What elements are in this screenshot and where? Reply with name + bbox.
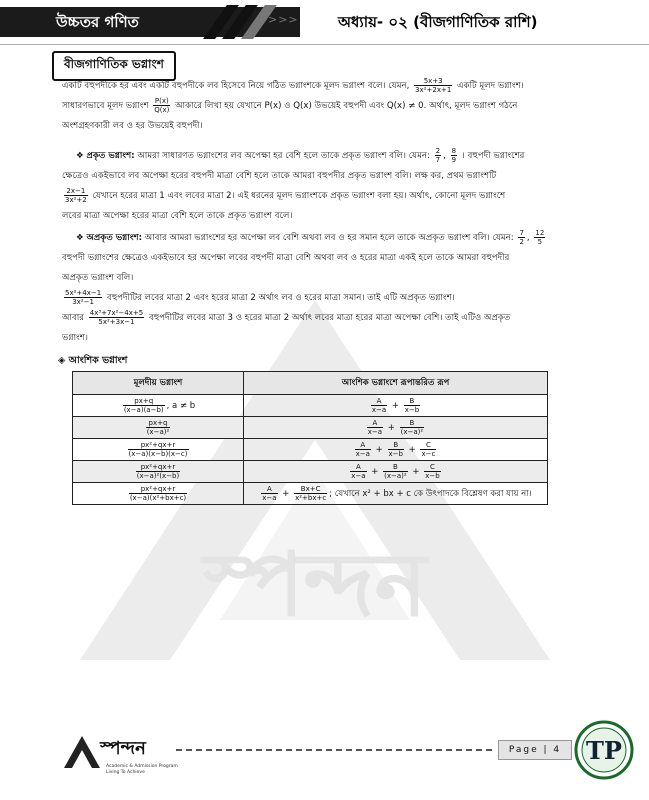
table-header-row [73, 372, 548, 395]
section-title: বীজগাণিতিক ভগ্নাংশ [52, 51, 176, 81]
partial-form-cell [244, 417, 548, 439]
table-row [73, 483, 548, 505]
fraction: $\frac{8}{9}$ [451, 147, 457, 164]
improper-text: আবার আমরা ভগ্নাংশের হর অপেক্ষা লব বেশি অথবা লব ও হর সমান হলে তাকে অপ্রকৃত ভগ্নাংশ বলি। যেমন: [144, 233, 514, 243]
fraction: $\frac{Bx+C}{\text{x²+bx+c}}$ [295, 485, 327, 502]
improper-title: অপ্রকৃত ভগ্নাংশ: [86, 233, 143, 243]
fraction: $\frac{\text{px²+qx+r}}{\text{(x−a)(x²+bx+c)}}$ [129, 485, 187, 502]
fraction: $\frac{B}{x-b}$ [404, 397, 420, 414]
book-title: উচ্চতর গণিত [56, 13, 139, 31]
fraction: $\frac{B}{x-b}$ [388, 441, 403, 458]
partial-fraction-table [72, 371, 548, 505]
fraction: $\frac{\text{5x²+4x−1}}{\text{3x²−1}}$ [65, 289, 102, 306]
fraction: $\frac{A}{x-a}$ [262, 485, 277, 502]
fraction: $\frac{A}{x-a}$ [355, 441, 370, 458]
fraction: $\frac{2x-1}{\text{3x²+2}}$ [65, 187, 87, 204]
bullet-icon: ❖ [76, 151, 84, 161]
table-header: আংশিক ভগ্নাংশে রূপান্তরিত রূপ [244, 372, 548, 395]
intro-text: সাধারণভাবে মূলদ ভগ্নাংশ [62, 101, 149, 111]
intro-text: অংশগ্রহণকারী লব ও হর উভয়েই বহুপদী। [62, 121, 203, 131]
plus-sign: + [368, 467, 382, 477]
rational-fraction-cell [73, 439, 244, 461]
fraction: $\frac{B}{\text{(x−a)²}}$ [384, 463, 407, 480]
fraction: $\frac{\text{4x³+7x²−4x+5}}{\text{5x²+3x−1}}$ [89, 309, 144, 326]
table-row [73, 461, 548, 483]
fraction: $\frac{px+q}{\text{(x−a)²}}$ [146, 419, 170, 436]
fraction: $\frac{P(x)}{Q(x)}$ [154, 97, 170, 114]
watermark-text: স্পন্দন [202, 533, 428, 636]
fraction: $\frac{\text{px²+qx+r}}{\text{(x−a)²(x−b)}}$ [136, 463, 180, 480]
proper-text: । বহুপদী ভগ্নাংশের [461, 151, 525, 161]
table-row [73, 417, 548, 439]
diamond-icon: ◈ [58, 355, 66, 366]
header-arrows: >>> [268, 13, 299, 26]
improper-fraction-paragraph: ❖ অপ্রকৃত ভগ্নাংশ: আবার আমরা ভগ্নাংশের হর অপেক্ষা লব বেশি অথবা লব ও হর সমান হলে তাকে অপ্রকৃত ভগ্নাংশ বলি। যেমন: $\frac{7}{2}$ , $\frac{12}{5}$ বহুপদী ভগ্নাংশের ক্ষেত্রেও একইভাবে হর অপেক্ষা লবের বহুপদী মাত্রা বেশি অথবা লব ও হরের মাত্রা একই হলে তাকে আমরা বহুপদীর অপ্রকৃত ভগ্নাংশ বলি। $\frac{\text{5x²+4x−1}}{\text{3x²−1}}$ বহুপদীটির লবের মাত্রা 2 এবং হরের মাত্রা 2 অর্থাৎ লব ও হরের মাত্রা সমান। তাই এটি অপ্রকৃত ভগ্নাংশ। আবার $\frac{\text{4x³+7x²−4x+5}}{\text{5x²+3x−1}}$ বহুপদীটির লবের মাত্রা 3 ও হরের মাত্রা 2 অর্থাৎ লবের মাত্রা হরের মাত্রা অপেক্ষা বেশি। তাই এটিও অপ্রকৃত ভগ্নাংশ। [62, 229, 545, 343]
proper-text: লবের মাত্রা অপেক্ষা হরের মাত্রা বেশি হলে তাকে প্রকৃত ভগ্নাংশ বলে। [62, 211, 293, 221]
logo-tagline: Living To Achieve [106, 770, 145, 775]
bullet-icon: ❖ [76, 233, 84, 243]
tp-badge-logo [574, 720, 634, 780]
partial-form-cell [244, 483, 548, 505]
badge-text: TP [586, 736, 622, 765]
partial-form-cell [244, 461, 548, 483]
fraction: $\frac{7}{2}$ [519, 229, 524, 246]
fraction: $\frac{px+q}{(x-a)(a-b)}$ [123, 397, 164, 414]
note-text: ; যেখানে x² + bx + c কে উৎপাদকে বিশ্লেষণ করা যায় না। [329, 489, 532, 499]
rational-fraction-cell [73, 483, 244, 505]
intro-paragraph [62, 76, 590, 136]
improper-text: অপ্রকৃত ভগ্নাংশ বলি। [62, 273, 134, 283]
chapter-title: অধ্যায়- ০২ (বীজগাণিতিক রাশি) [338, 13, 538, 31]
rational-fraction-cell [73, 461, 244, 483]
plus-sign: + [385, 423, 398, 433]
logo-name: স্পন্দন [100, 738, 146, 759]
page-header [0, 0, 649, 46]
plus-sign: + [372, 445, 386, 455]
fraction: $\frac{5x+3}{\text{3x²+2x+1}}$ [415, 77, 452, 94]
fraction: $\frac{2}{7}$ [435, 147, 441, 164]
table-header: মূলদীয় ভগ্নাংশ [73, 372, 244, 395]
proper-fraction-paragraph: ❖ প্রকৃত ভগ্নাংশ: আমরা সাধারণত ভগ্নাংশের লব অপেক্ষা হর বেশি হলে তাকে প্রকৃত ভগ্নাংশ বলি। যেমন: $\frac{2}{7}$ , $\frac{8}{9}$ । বহুপদী ভগ্নাংশের ক্ষেত্রেও একইভাবে লব অপেক্ষা হরের বহুপদী মাত্রা বেশি হলে তাকে আমরা বহুপদীর প্রকৃত ভগ্নাংশ বলি। লক্ষ কর, প্রথম ভগ্নাংশটি $\frac{2x-1}{\text{3x²+2}}$ যেখানে হরের মাত্রা 1 এবং লবের মাত্রা 2। এই ধরনের মূলদ ভগ্নাংশকে প্রকৃত ভগ্নাংশ বলা হয়। অর্থাৎ, কোনো মূলদ ভগ্নাংশে লবের মাত্রা অপেক্ষা হরের মাত্রা বেশি হলে তাকে প্রকৃত ভগ্নাংশ বলে। [62, 147, 525, 221]
logo-subtitle: Academic & Admission Program [106, 764, 178, 769]
improper-text: বহুপদীটির লবের মাত্রা 3 ও হরের মাত্রা 2 অর্থাৎ লবের মাত্রা হরের মাত্রা অপেক্ষা বেশি। তাই এটিও অপ্রকৃত [148, 313, 511, 323]
rational-fraction-cell [73, 395, 244, 417]
proper-title: প্রকৃত ভগ্নাংশ: [86, 151, 135, 161]
fraction: $\frac{B}{\text{(x−a)²}}$ [400, 419, 424, 436]
improper-text: আবার [62, 313, 85, 323]
proper-text: আমরা সাধারণত ভগ্নাংশের লব অপেক্ষা হর বেশি হলে তাকে প্রকৃত ভগ্নাংশ বলি। যেমন: [137, 151, 430, 161]
partial-form-cell [244, 395, 548, 417]
table-row [73, 395, 548, 417]
condition-text: , a ≠ b [166, 401, 196, 411]
page-number: Page | 4 [498, 740, 572, 760]
intro-text: আকারে লিখা হয় যেখানে P(x) ও Q(x) উভয়েই বহুপদী এবং Q(x) ≠ 0. অর্থাৎ, মূলদ ভগ্নাংশ গঠনে [175, 101, 518, 111]
fraction: $\frac{A}{x-a}$ [367, 419, 383, 436]
intro-text: একটি মূলদ ভগ্নাংশ। [457, 81, 524, 91]
plus-sign: + [409, 467, 423, 477]
intro-text: একটি বহুপদীকে হর এবং একটি বহুপদীকে লব হিসেবে নিয়ে গঠিত ভগ্নাংশকে মূলদ ভগ্নাংশ বলে। যেমন, [62, 81, 410, 91]
fraction: $\frac{12}{5}$ [535, 229, 545, 246]
partial-fraction-heading [58, 354, 127, 369]
improper-text: বহুপদী ভগ্নাংশের ক্ষেত্রেও একইভাবে হর অপেক্ষা লবের বহুপদী মাত্রা বেশি অথবা লব ও হরের মাত্রা একই হলে তাকে আমরা বহুপদীর [62, 253, 510, 263]
improper-text: বহুপদীটির লবের মাত্রা 2 এবং হরের মাত্রা 2 অর্থাৎ লব ও হরের মাত্রা সমান। তাই এটি অপ্রকৃত ভগ্নাংশ। [106, 293, 455, 303]
footer-dashed-line [176, 749, 492, 751]
header-rule [0, 44, 649, 45]
partial-form-cell [244, 439, 548, 461]
rational-fraction-cell [73, 417, 244, 439]
plus-sign: + [389, 401, 402, 411]
fraction: $\frac{C}{x-c}$ [421, 441, 436, 458]
fraction: $\frac{A}{x-a}$ [371, 397, 387, 414]
fraction: $\frac{C}{x-b}$ [425, 463, 440, 480]
fraction: $\frac{\text{px²+qx+r}}{(x-a)(x-b)(x-c)}$ [128, 441, 188, 458]
fraction: $\frac{A}{x-a}$ [351, 463, 366, 480]
improper-text: ভগ্নাংশ। [62, 333, 88, 343]
plus-sign: + [405, 445, 419, 455]
plus-sign: + [279, 489, 293, 499]
proper-text: ক্ষেত্রেও একইভাবে লব অপেক্ষা হরের বহুপদী মাত্রা বেশি হলে তাকে আমরা বহুপদীর প্রকৃত ভগ্নাংশ বলি। লক্ষ কর, প্রথম ভগ্নাংশটি [62, 171, 497, 181]
partial-title: আংশিক ভগ্নাংশ [68, 355, 128, 366]
proper-text: যেখানে হরের মাত্রা 1 এবং লবের মাত্রা 2। এই ধরনের মূলদ ভগ্নাংশকে প্রকৃত ভগ্নাংশ বলা হয়। অর্থাৎ, কোনো মূলদ ভগ্নাংশে [92, 191, 506, 201]
table-row [73, 439, 548, 461]
